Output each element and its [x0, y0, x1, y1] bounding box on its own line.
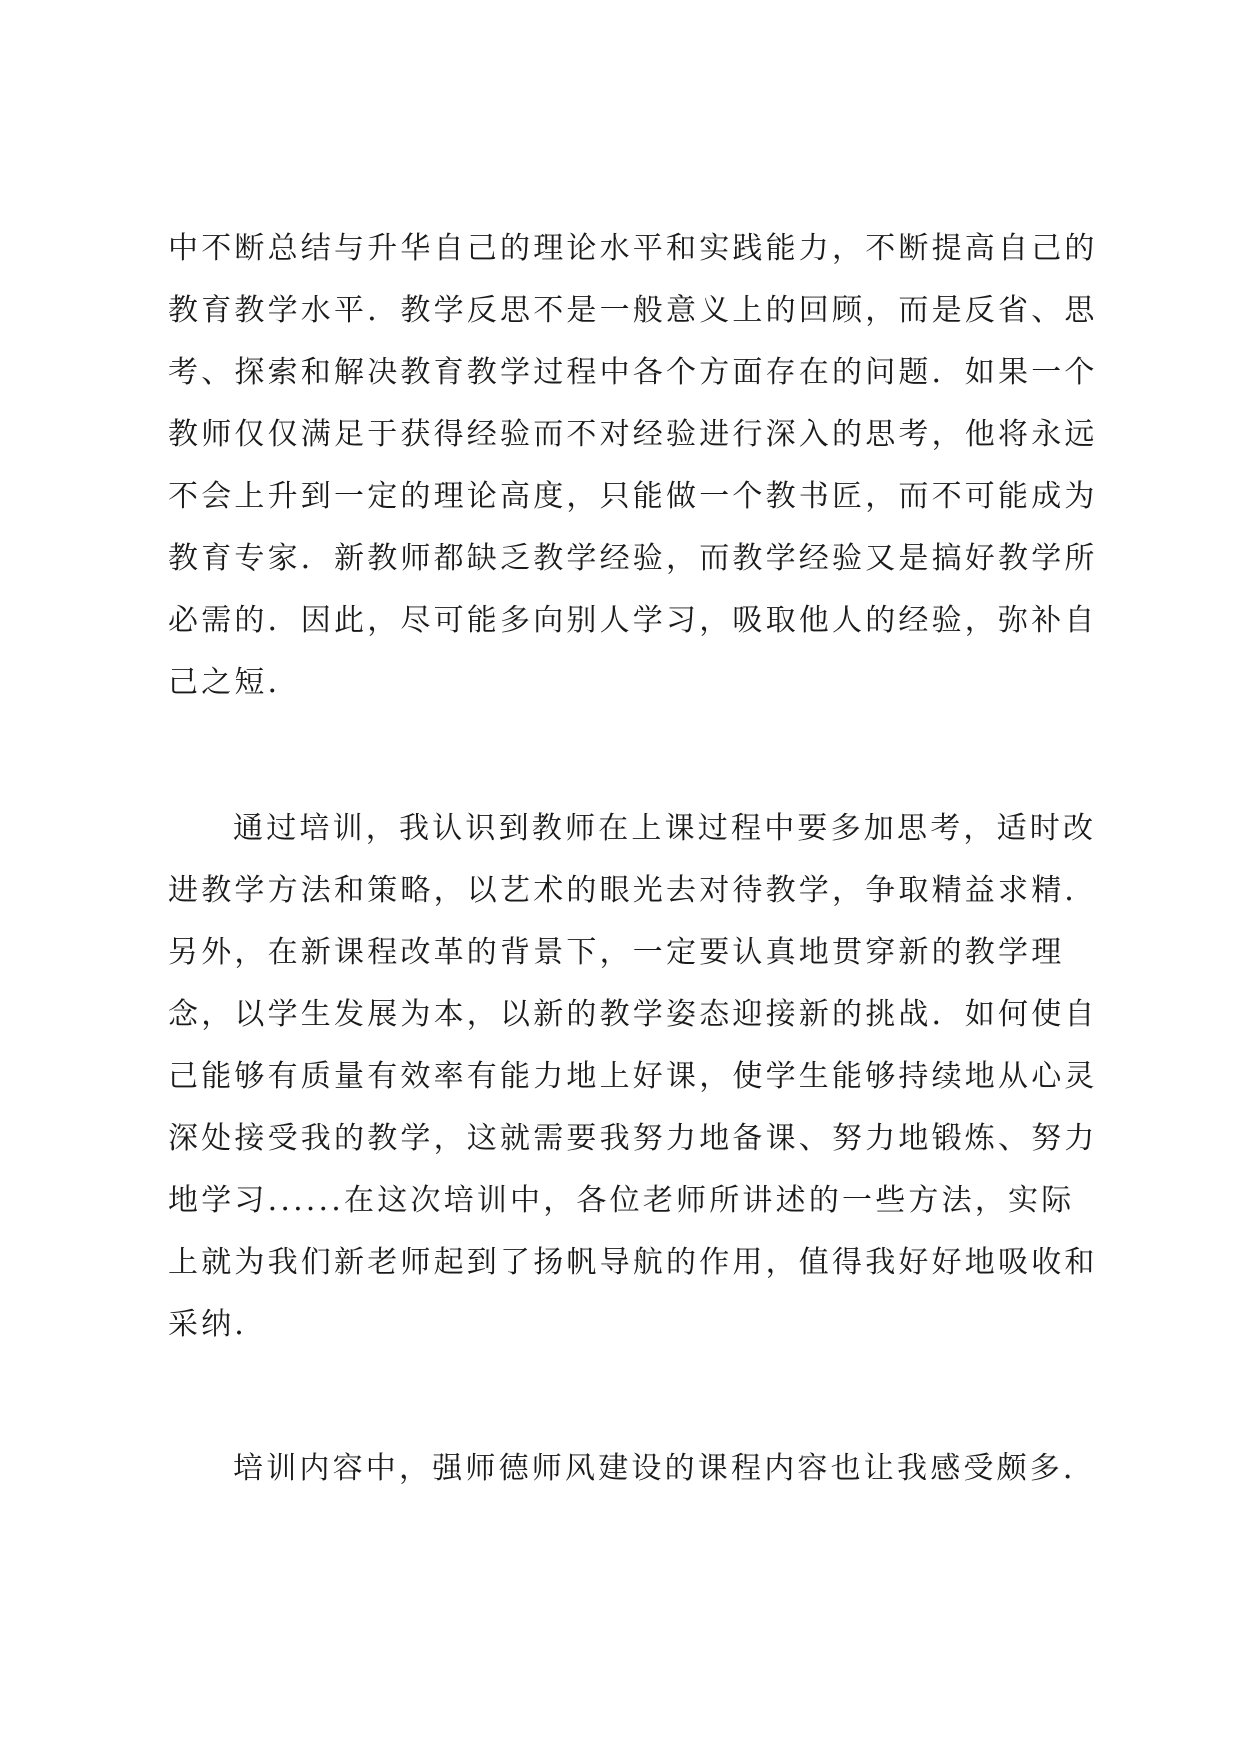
text-line-first-indented: 培训内容中，强师德师风建设的课程内容也让我感受颇多．	[233, 1451, 1097, 1486]
paragraph-2	[168, 798, 1098, 1356]
text-line: 教师仅仅满足于获得经验而不对经验进行深入的思考，他将永远	[168, 417, 1098, 452]
text-line: 深处接受我的教学，这就需要我努力地备课、努力地锻炼、努力	[168, 1121, 1098, 1156]
paragraph-1	[168, 218, 1098, 714]
text-line: 念，以学生发展为本，以新的教学姿态迎接新的挑战．如何使自	[168, 997, 1098, 1032]
text-line: 地学习......在这次培训中，各位老师所讲述的一些方法，实际	[168, 1183, 1075, 1218]
text-line-first-indented: 通过培训，我认识到教师在上课过程中要多加思考，适时改	[233, 811, 1097, 846]
text-line: 己之短．	[168, 665, 301, 700]
text-line: 中不断总结与升华自己的理论水平和实践能力，不断提高自己的	[168, 231, 1098, 266]
text-line: 不会上升到一定的理论高度，只能做一个教书匠，而不可能成为	[168, 479, 1098, 514]
text-line: 教育教学水平．教学反思不是一般意义上的回顾，而是反省、思	[168, 293, 1098, 328]
text-line: 教育专家．新教师都缺乏教学经验，而教学经验又是搞好教学所	[168, 541, 1098, 576]
text-line: 己能够有质量有效率有能力地上好课，使学生能够持续地从心灵	[168, 1059, 1098, 1094]
text-line: 另外，在新课程改革的背景下，一定要认真地贯穿新的教学理	[168, 935, 1065, 970]
text-line: 进教学方法和策略，以艺术的眼光去对待教学，争取精益求精．	[168, 873, 1098, 908]
text-line: 上就为我们新老师起到了扬帆导航的作用，值得我好好地吸收和	[168, 1245, 1098, 1280]
paragraph-3	[168, 1438, 1097, 1500]
text-line: 采纳．	[168, 1307, 268, 1342]
text-line: 考、探索和解决教育教学过程中各个方面存在的问题．如果一个	[168, 355, 1098, 390]
text-line: 必需的．因此，尽可能多向别人学习，吸取他人的经验，弥补自	[168, 603, 1098, 638]
